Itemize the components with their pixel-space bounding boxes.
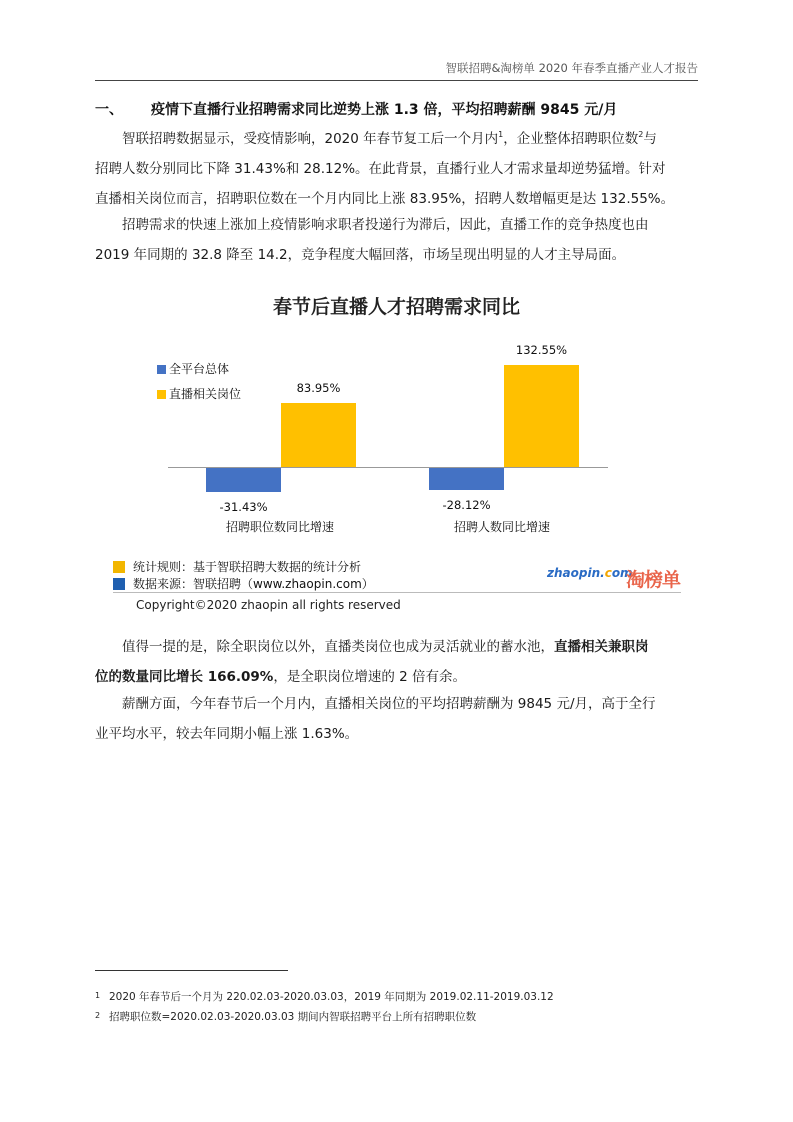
- data-label-platform-2: -28.12%: [442, 497, 491, 512]
- legend-label-live: 直播相关岗位: [169, 387, 242, 401]
- bar-live-2: [504, 365, 579, 467]
- paragraph-1-line-1: [95, 124, 698, 154]
- paragraph-3-line-1: [95, 632, 698, 662]
- section-heading: [95, 99, 617, 119]
- header-divider: [95, 80, 698, 81]
- paragraph-3: [95, 632, 698, 692]
- footnote-2-number: 2: [95, 1011, 101, 1020]
- footnote-2: [95, 1009, 476, 1024]
- stat-rule-text: 统计规则：基于智联招聘大数据的统计分析: [133, 560, 362, 574]
- chart-title: 春节后直播人才招聘需求同比: [272, 296, 520, 318]
- zhaopin-logo-a: zhaopin.: [547, 566, 605, 580]
- data-source-swatch: [113, 578, 125, 590]
- legend-label-platform: 全平台总体: [169, 362, 230, 376]
- footnote-1: [95, 989, 554, 1004]
- p1-text-b: ，企业整体招聘职位数: [503, 131, 639, 147]
- data-label-live-1: 83.95%: [296, 380, 341, 395]
- paragraph-1-line-2: 招聘人数分别同比下降 31.43%和 28.12%。在此背景，直播行业人才需求量却逆势猛增。针对: [95, 161, 666, 177]
- p3-bold-b: 位的数量同比增长 166.09%: [95, 669, 274, 685]
- footnote-divider: [95, 970, 288, 971]
- footnote-2-text: 招聘职位数=2020.02.03-2020.03.03 期间内智联招聘平台上所有招聘职位数: [109, 1011, 477, 1023]
- paragraph-4-line-2: 业平均水平，较去年同期小幅上涨 1.63%。: [95, 726, 359, 742]
- data-source-note: [113, 575, 374, 592]
- zhaopin-logo: [547, 566, 633, 580]
- chart-footer-divider: [113, 592, 681, 593]
- bar-platform-1: [206, 468, 281, 492]
- data-label-platform-1: -31.43%: [219, 500, 268, 515]
- footnote-ref-2: 2: [638, 130, 644, 139]
- footnote-ref-1: 1: [498, 130, 504, 139]
- p3-text-b: ，是全职岗位增速的 2 倍有余。: [273, 669, 466, 685]
- category-label-headcount: 招聘人数同比增速: [453, 520, 550, 534]
- footnote-1-text: 2020 年春节后一个月为 220.02.03-2020.03.03，2019 年同期为 2019.02.11-2019.03.12: [109, 991, 554, 1003]
- p1-text-c: 与: [643, 131, 657, 147]
- bar-live-1: [281, 403, 356, 467]
- stat-rule-note: [113, 558, 361, 575]
- paragraph-1: [95, 124, 698, 214]
- paragraph-2-line-1: 招聘需求的快速上涨加上疫情影响求职者投递行为滞后，因此，直播工作的竞争热度也由: [122, 217, 649, 233]
- legend-swatch-gold: [157, 390, 166, 399]
- data-source-text: 数据来源：智联招聘（www.zhaopin.com）: [133, 577, 374, 591]
- section-number: 一、: [95, 102, 123, 118]
- zhaopin-logo-o: c: [604, 566, 612, 580]
- paragraph-4: [95, 689, 698, 749]
- footnote-1-number: 1: [95, 991, 101, 1000]
- p3-text-a: 值得一提的是，除全职岗位以外，直播类岗位也成为灵活就业的蓄水池，: [122, 639, 554, 655]
- p1-text-a: 智联招聘数据显示，受疫情影响，2020 年春节复工后一个月内: [122, 131, 499, 147]
- legend-swatch-blue: [157, 365, 166, 374]
- data-label-live-2: 132.55%: [515, 343, 568, 358]
- legend-item-platform: [157, 360, 229, 377]
- category-label-positions: 招聘职位数同比增速: [225, 520, 334, 534]
- paragraph-3-line-2: [95, 662, 698, 692]
- paragraph-2: [95, 210, 698, 270]
- legend-item-live: [157, 385, 241, 402]
- zhaopin-logo-b: om: [611, 566, 633, 580]
- taobangdan-logo: 淘榜单: [626, 569, 681, 591]
- bar-platform-2: [429, 468, 504, 490]
- paragraph-2-line-2: 2019 年同期的 32.8 降至 14.2，竞争程度大幅回落，市场呈现出明显的人才主导局面。: [95, 247, 626, 263]
- copyright-text: Copyright©2020 zhaopin all rights reserved: [136, 598, 401, 612]
- paragraph-1-line-3: 直播相关岗位而言，招聘职位数在一个月内同比上涨 83.95%，招聘人数增幅更是达 132.55%。: [95, 191, 675, 207]
- section-title-text: 疫情下直播行业招聘需求同比逆势上涨 1.3 倍，平均招聘薪酬 9845 元/月: [151, 102, 618, 118]
- page-header: 智联招聘&淘榜单 2020 年春季直播产业人才报告: [445, 61, 698, 75]
- paragraph-4-line-1: 薪酬方面，今年春节后一个月内，直播相关岗位的平均招聘薪酬为 9845 元/月，高于全行: [122, 696, 656, 712]
- stat-rule-swatch: [113, 561, 125, 573]
- p3-bold-a: 直播相关兼职岗: [554, 639, 649, 655]
